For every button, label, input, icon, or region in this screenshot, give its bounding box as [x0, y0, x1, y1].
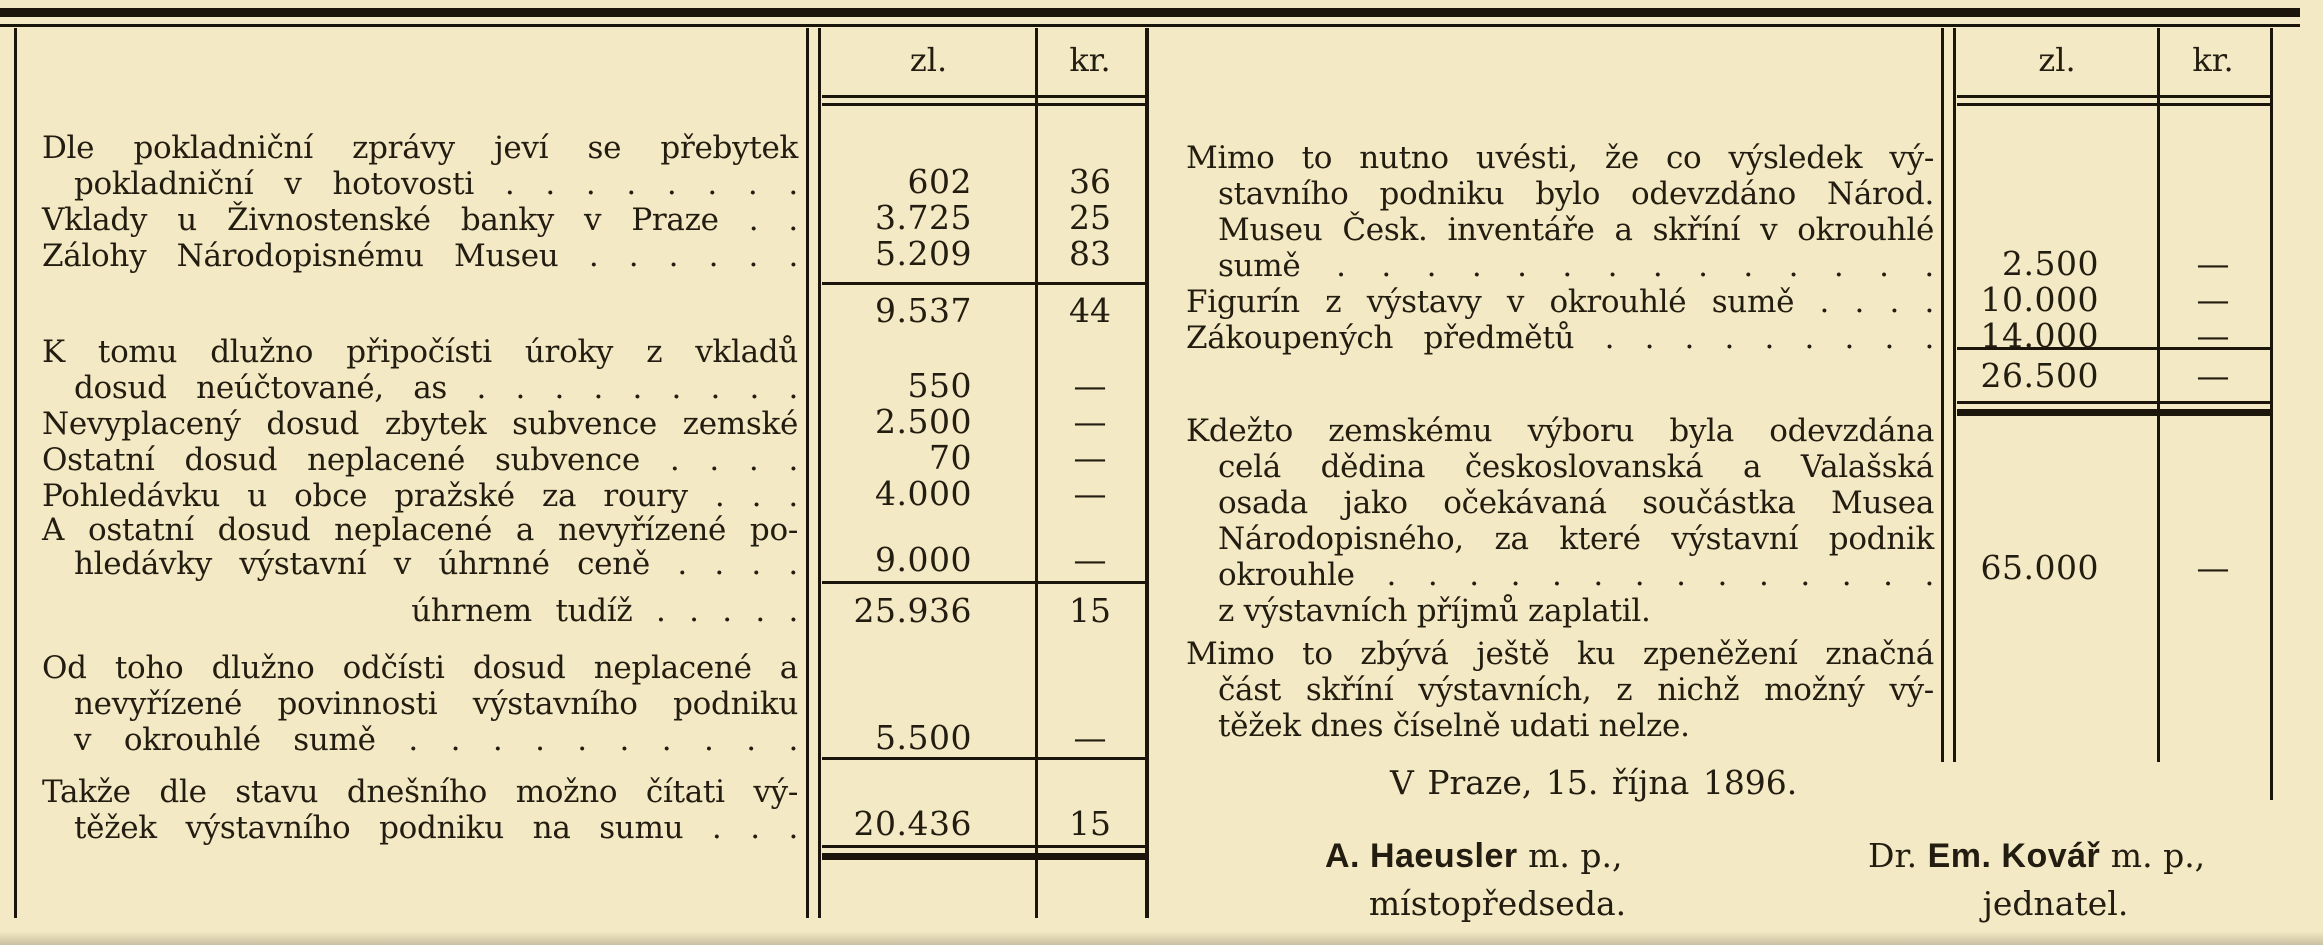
- entry-line: K tomu dlužno připočísti úroky z vkladů: [42, 334, 798, 370]
- amount-kr-subtotal: 15: [1069, 591, 1111, 630]
- entry-line: Od toho dlužno odčísti dosud neplacené a: [42, 650, 798, 686]
- amount-zl-subtotal: 25.936: [853, 591, 972, 630]
- amount-zl: 2.500: [875, 402, 972, 441]
- left-subtotal-rule-1: [822, 282, 1145, 285]
- entry-line: část skříní výstavních, z nichž možný vý-: [1218, 672, 1934, 708]
- amount-kr: 83: [1069, 234, 1111, 273]
- right-table-right-border: [2270, 28, 2273, 800]
- amount-zl: 3.725: [875, 198, 972, 237]
- amount-zl: 70: [929, 438, 972, 477]
- amount-zl: 2.500: [2002, 244, 2099, 283]
- right-table-zl-kr-divider: [2157, 28, 2160, 762]
- entry-line: v okrouhlé sumě . . . . . . . . . .: [74, 722, 798, 758]
- signature-left: [1325, 836, 1622, 876]
- amount-kr: —: [2196, 280, 2230, 319]
- amount-kr-total: 15: [1069, 804, 1111, 843]
- right-header-rule-a: [1957, 95, 2270, 98]
- right-total-rule-thick: [1957, 409, 2270, 416]
- signature-right-suffix: m. p.,: [2110, 836, 2206, 875]
- signature-right-prefix: Dr.: [1868, 836, 1918, 875]
- left-column-header-kr: kr.: [1069, 41, 1111, 79]
- entry-line: těžek výstavního podniku na sumu . . .: [74, 810, 798, 846]
- entry-line: Mimo to nutno uvésti, že co výsledek vý-: [1186, 140, 1934, 176]
- amount-kr: —: [1073, 366, 1107, 405]
- left-table-double-rule-a: [806, 28, 809, 918]
- entry-line: stavního podniku bylo odevzdáno Národ.: [1218, 176, 1934, 212]
- amount-kr: —: [1073, 402, 1107, 441]
- amount-kr-subtotal: —: [2196, 356, 2230, 395]
- entry-line: osada jako očekávaná součástka Musea: [1218, 485, 1934, 521]
- entry-line: hledávky výstavní v úhrnné ceně . . . .: [74, 546, 798, 582]
- entry-line: dosud neúčtované, as . . . . . . . . .: [74, 370, 798, 406]
- signature-left-suffix: m. p.,: [1528, 836, 1623, 875]
- signature-right-name: Em. Kovář: [1927, 837, 2101, 875]
- left-total-rule-thin: [822, 845, 1145, 848]
- right-header-rule-b: [1957, 103, 2270, 106]
- entry-line: Mimo to zbývá ještě ku zpeněžení značná: [1186, 636, 1934, 672]
- amount-kr-subtotal: 44: [1069, 291, 1111, 330]
- amount-kr: —: [1073, 718, 1107, 757]
- amount-kr: 36: [1069, 162, 1111, 201]
- scan-bottom-edge: [0, 931, 2323, 945]
- entry-line: Vklady u Živnostenské banky v Praze . .: [42, 202, 798, 238]
- signature-left-role: místopředseda.: [1368, 884, 1627, 923]
- signature-left-name: A. Haeusler: [1325, 837, 1518, 875]
- left-header-rule-b: [822, 103, 1145, 106]
- entry-line: Národopisného, za které výstavní podnik: [1218, 521, 1934, 557]
- entry-line: z výstavních příjmů zaplatil.: [1218, 593, 1651, 629]
- left-subtotal-rule-3: [822, 757, 1145, 760]
- left-subtotal-rule-2: [822, 581, 1145, 584]
- entry-line: Ostatní dosud neplacené subvence . . . .: [42, 442, 798, 478]
- amount-zl: 602: [907, 162, 972, 201]
- right-total-rule-thin: [1957, 401, 2270, 404]
- entry-line: Nevyplacený dosud zbytek subvence zemské: [42, 406, 798, 442]
- entry-line: nevyřízené povinnosti výstavního podniku: [74, 686, 798, 722]
- amount-kr: —: [1073, 540, 1107, 579]
- amount-zl: 4.000: [875, 474, 972, 513]
- entry-line: Takže dle stavu dnešního možno čítati vý-: [42, 774, 798, 810]
- amount-kr: —: [2196, 548, 2230, 587]
- left-column-header-zl: zl.: [909, 41, 948, 79]
- amount-kr: —: [2196, 316, 2230, 355]
- left-page-border: [14, 28, 17, 918]
- entry-line: celá dědina českoslovanská a Valašská: [1218, 449, 1934, 485]
- entry-line: Pohledávku u obce pražské za roury . . .: [42, 478, 798, 514]
- right-column-header-kr: kr.: [2192, 41, 2234, 79]
- top-rule-thin: [0, 24, 2300, 27]
- entry-line: Zákoupených předmětů . . . . . . . . .: [1186, 320, 1934, 356]
- entry-line: okrouhle . . . . . . . . . . . . . .: [1218, 557, 1934, 593]
- signature-right-role: jednatel.: [1982, 884, 2129, 923]
- amount-zl: 10.000: [1980, 280, 2099, 319]
- dateline: V Praze, 15. října 1896.: [1390, 763, 1798, 802]
- amount-zl: 14.000: [1980, 316, 2099, 355]
- amount-kr: —: [1073, 438, 1107, 477]
- amount-zl: 5.500: [875, 718, 972, 757]
- left-table-double-rule-b: [818, 28, 821, 918]
- entry-line: Figurín z výstavy v okrouhlé sumě . . . .: [1186, 284, 1934, 320]
- amount-zl: 5.209: [875, 234, 972, 273]
- entry-line: sumě . . . . . . . . . . . . . .: [1218, 248, 1934, 284]
- entry-line: těžek dnes číselně udati nelze.: [1218, 708, 1690, 744]
- entry-line: A ostatní dosud neplacené a nevyřízené po-: [42, 512, 798, 548]
- signature-right: [1868, 836, 2205, 876]
- entry-line-total-label: úhrnem tudíž . . . . .: [411, 593, 798, 629]
- top-rule-thick: [0, 8, 2300, 17]
- left-header-rule-a: [822, 95, 1145, 98]
- entry-line: Kdežto zemskému výboru byla odevzdána: [1186, 413, 1934, 449]
- amount-zl: 550: [907, 366, 972, 405]
- amount-kr: —: [1073, 474, 1107, 513]
- amount-kr: 25: [1069, 198, 1111, 237]
- entry-line: pokladniční v hotovosti . . . . . . . .: [74, 166, 798, 202]
- right-table-double-rule-a: [1941, 28, 1944, 762]
- amount-zl-subtotal: 9.537: [875, 291, 972, 330]
- amount-zl-total: 20.436: [853, 804, 972, 843]
- amount-kr: —: [2196, 244, 2230, 283]
- entry-line: Museu Česk. inventáře a skříní v okrouhlé: [1218, 212, 1934, 248]
- left-total-rule-thick: [822, 853, 1145, 860]
- right-column-header-zl: zl.: [2038, 41, 2076, 79]
- amount-zl: 65.000: [1980, 548, 2099, 587]
- entry-line: Dle pokladniční zprávy jeví se přebytek: [42, 130, 798, 166]
- left-table-right-border: [1145, 28, 1149, 918]
- amount-zl-subtotal: 26.500: [1980, 356, 2099, 395]
- right-table-double-rule-b: [1953, 28, 1956, 762]
- entry-line: Zálohy Národopisnému Museu . . . . . .: [42, 238, 798, 274]
- amount-zl: 9.000: [875, 540, 972, 579]
